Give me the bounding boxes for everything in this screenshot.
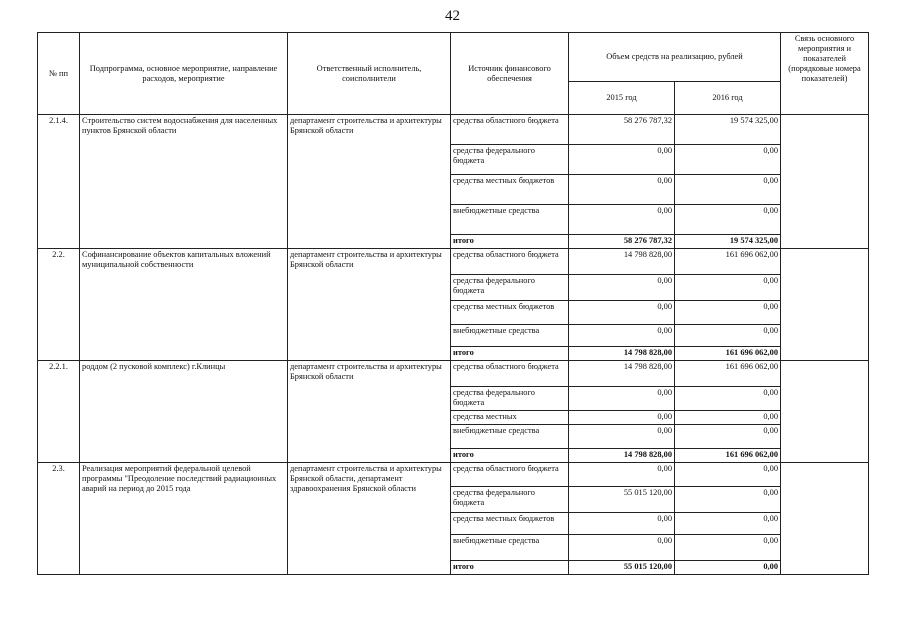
link-cell — [781, 361, 869, 463]
funding-table — [37, 32, 869, 575]
value-2015: 55 015 120,00 — [569, 487, 675, 513]
value-2015: 58 276 787,32 — [569, 115, 675, 145]
total-2015: 14 798 828,00 — [569, 449, 675, 463]
table-body — [38, 115, 869, 575]
total-2015: 14 798 828,00 — [569, 347, 675, 361]
value-2016: 0,00 — [675, 275, 781, 301]
total-label: итого — [451, 347, 569, 361]
value-2016: 0,00 — [675, 205, 781, 235]
value-2016: 0,00 — [675, 175, 781, 205]
header-year-2016: 2016 год — [675, 82, 781, 115]
value-2016: 0,00 — [675, 387, 781, 411]
program-cell: роддом (2 пусковой комплекс) г.Клинцы — [80, 361, 288, 463]
value-2016: 0,00 — [675, 463, 781, 487]
source-cell: средства областного бюджета — [451, 361, 569, 387]
value-2015: 14 798 828,00 — [569, 249, 675, 275]
header-volume: Объем средств на реализацию, рублей — [569, 33, 781, 82]
executor-cell: департамент строительства и архитектуры Брянской области — [288, 249, 451, 361]
value-2016: 0,00 — [675, 411, 781, 425]
source-cell: средства федерального бюджета — [451, 275, 569, 301]
source-cell: средства федерального бюджета — [451, 387, 569, 411]
source-cell: средства федерального бюджета — [451, 487, 569, 513]
source-cell: средства областного бюджета — [451, 463, 569, 487]
executor-cell: департамент строительства и архитектуры Брянской области — [288, 115, 451, 249]
table-row — [38, 115, 869, 145]
header-source: Источник финансового обеспечения — [451, 33, 569, 115]
total-2015: 55 015 120,00 — [569, 561, 675, 575]
value-2015: 14 798 828,00 — [569, 361, 675, 387]
value-2016: 0,00 — [675, 513, 781, 535]
source-cell: средства местных бюджетов — [451, 175, 569, 205]
program-cell: Реализация мероприятий федеральной целевой программы "Преодоление последствий радиационных аварий на период до 2015 года — [80, 463, 288, 575]
total-label: итого — [451, 235, 569, 249]
total-label: итого — [451, 449, 569, 463]
row-number: 2.1.4. — [38, 115, 80, 249]
row-number: 2.2. — [38, 249, 80, 361]
source-cell: средства местных бюджетов — [451, 513, 569, 535]
program-cell: Софинансирование объектов капитальных вложений муниципальной собственности — [80, 249, 288, 361]
row-number: 2.3. — [38, 463, 80, 575]
total-2016: 0,00 — [675, 561, 781, 575]
value-2015: 0,00 — [569, 425, 675, 449]
total-2016: 161 696 062,00 — [675, 449, 781, 463]
value-2015: 0,00 — [569, 513, 675, 535]
value-2015: 0,00 — [569, 301, 675, 325]
total-2015: 58 276 787,32 — [569, 235, 675, 249]
source-cell: средства местных — [451, 411, 569, 425]
header-num: № пп — [38, 33, 80, 115]
value-2016: 0,00 — [675, 487, 781, 513]
program-cell: Строительство систем водоснабжения для населенных пунктов Брянской области — [80, 115, 288, 249]
source-cell: средства местных бюджетов — [451, 301, 569, 325]
source-cell: внебюджетные средства — [451, 425, 569, 449]
link-cell — [781, 249, 869, 361]
value-2015: 0,00 — [569, 175, 675, 205]
executor-cell: департамент строительства и архитектуры Брянской области — [288, 361, 451, 463]
source-cell: внебюджетные средства — [451, 205, 569, 235]
value-2016: 0,00 — [675, 145, 781, 175]
value-2015: 0,00 — [569, 325, 675, 347]
link-cell — [781, 463, 869, 575]
value-2015: 0,00 — [569, 535, 675, 561]
value-2016: 161 696 062,00 — [675, 361, 781, 387]
value-2016: 161 696 062,00 — [675, 249, 781, 275]
header-year-2015: 2015 год — [569, 82, 675, 115]
total-2016: 19 574 325,00 — [675, 235, 781, 249]
row-number: 2.2.1. — [38, 361, 80, 463]
total-2016: 161 696 062,00 — [675, 347, 781, 361]
source-cell: внебюджетные средства — [451, 535, 569, 561]
value-2015: 0,00 — [569, 411, 675, 425]
executor-cell: департамент строительства и архитектуры Брянской области, департамент здравоохранения Брянской области — [288, 463, 451, 575]
value-2015: 0,00 — [569, 145, 675, 175]
table-row — [38, 249, 869, 275]
value-2016: 0,00 — [675, 535, 781, 561]
value-2015: 0,00 — [569, 205, 675, 235]
link-cell — [781, 115, 869, 249]
value-2016: 19 574 325,00 — [675, 115, 781, 145]
total-label: итого — [451, 561, 569, 575]
value-2016: 0,00 — [675, 325, 781, 347]
source-cell: средства федерального бюджета — [451, 145, 569, 175]
table-row — [38, 463, 869, 487]
value-2015: 0,00 — [569, 463, 675, 487]
source-cell: внебюджетные средства — [451, 325, 569, 347]
header-executor: Ответственный исполнитель, соисполнители — [288, 33, 451, 115]
value-2016: 0,00 — [675, 301, 781, 325]
header-program: Подпрограмма, основное мероприятие, направление расходов, мероприятие — [80, 33, 288, 115]
source-cell: средства областного бюджета — [451, 115, 569, 145]
value-2015: 0,00 — [569, 387, 675, 411]
page-number: 42 — [445, 8, 460, 24]
value-2016: 0,00 — [675, 425, 781, 449]
source-cell: средства областного бюджета — [451, 249, 569, 275]
value-2015: 0,00 — [569, 275, 675, 301]
header-link: Связь основного мероприятия и показателей (порядковые номера показателей) — [781, 33, 869, 115]
table-row — [38, 361, 869, 387]
